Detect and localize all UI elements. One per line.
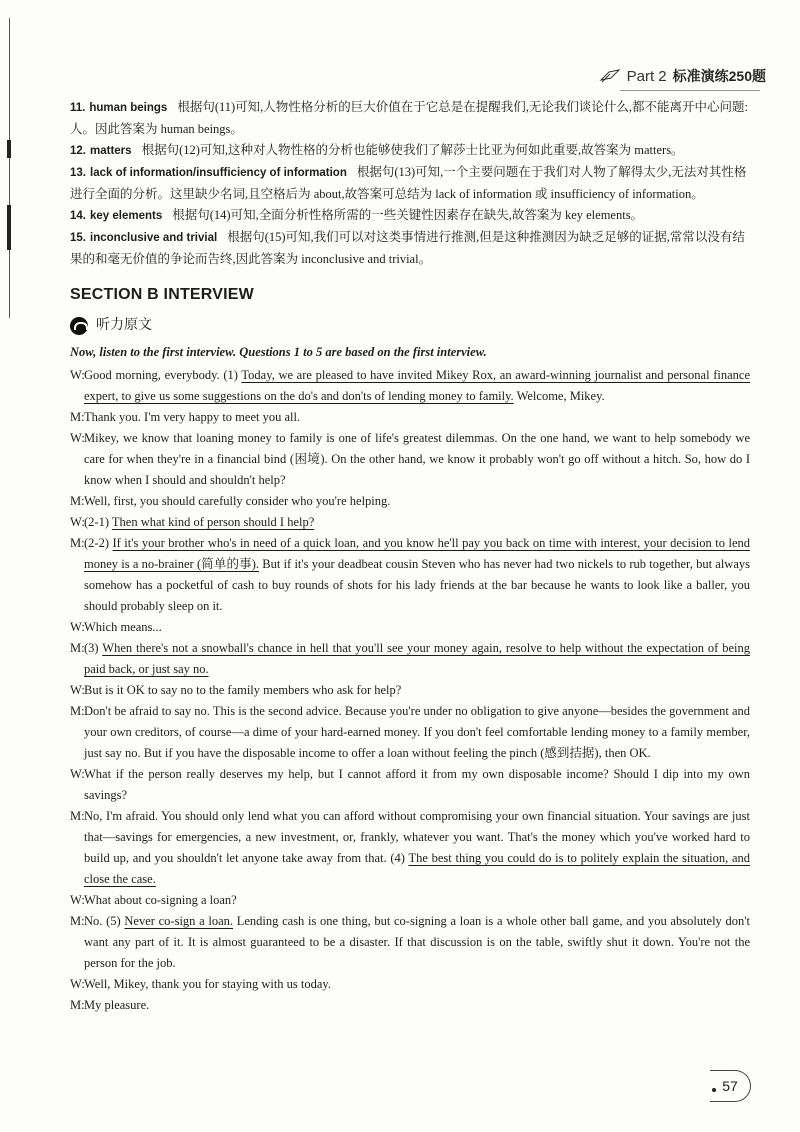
answer-number: 14.: [70, 210, 86, 222]
underlined-answer-text: The best thing you could do is to politely explain the situation, and close the case.: [84, 851, 750, 886]
answer-explanation: 根据句(12)可知,这种对人物性格的分析也能够使我们了解莎士比亚为何如此重要,故答案为 matters。: [141, 143, 684, 157]
dialogue-text: [84, 680, 750, 701]
header-title: 标准演练250题: [672, 68, 766, 84]
section-title: SECTION B INTERVIEW: [70, 286, 254, 303]
underlined-answer-text: Today, we are pleased to have invited Mikey Rox, an award-winning journalist and personal finance expert, to give us some suggestions on the do's and don'ts of lending money to family.: [84, 368, 751, 403]
dialogue-turn: [70, 890, 750, 911]
dialogue-turn: [70, 512, 750, 533]
page-number: 57: [710, 1070, 751, 1102]
dialogue-text: [84, 890, 750, 911]
page-dot: [712, 1088, 716, 1092]
dialogue-segment: What about co-signing a loan?: [84, 893, 237, 907]
speaker-label: M:: [70, 641, 85, 655]
dialogue-segment: Well, first, you should carefully consider who you're helping.: [84, 494, 391, 508]
dialogue-turn: [70, 365, 751, 407]
underlined-answer-text: If it's your brother who's in need of a quick loan, and you know he'll pay you back on time with interest, your decision to lend money is a no-brainer (简单的事).: [84, 536, 750, 571]
dialogue-turn: [70, 428, 750, 491]
dialogue-turn: [70, 407, 750, 428]
speaker-label: W:: [70, 767, 85, 781]
dialogue-turn: [70, 911, 750, 974]
dialogue-turn: [70, 680, 750, 701]
answer-explanation: 根据句(15)可知,我们可以对这类事情进行推测,但是这种推测因为缺乏足够的证据,常常以没有结果的和毫无价值的争论而告终,因此答案为 inconclusive and trivial。: [70, 230, 745, 266]
dialogue-text: [84, 512, 750, 533]
answer-number: 11.: [70, 102, 86, 114]
speaker-label: M:: [70, 536, 85, 550]
answer-explanation: 根据句(14)可知,全面分析性格所需的一些关键性因素存在缺失,故答案为 key elements。: [172, 208, 644, 222]
underlined-answer-text: When there's not a snowball's chance in hell that you'll see your money again, resolve to help without the expectation of being paid back, or just say no.: [84, 641, 750, 676]
speaker-label: W:: [70, 683, 85, 697]
answer-number: 15.: [70, 232, 86, 244]
answer-number: 13.: [70, 167, 86, 179]
answer-item: [70, 97, 750, 140]
dialogue-text: [84, 995, 750, 1016]
answer-key: key elements: [90, 210, 163, 222]
answer-item: [70, 140, 750, 162]
dialogue-segment: Don't be afraid to say no. This is the second advice. Because you're under no obligation to give anyone—besides the government and your own creditors, of course—a dime of your hard-earned money. If you don't feel comfortable lending money to a family member, just say no. But if you have the disposable income to offer a loan without feeling the pinch (感到拮据), then OK.: [84, 704, 750, 760]
speaker-label: M:: [70, 914, 85, 928]
dialogue-segment: (2-1): [84, 515, 112, 529]
dialogue-text: [84, 701, 750, 764]
answer-key: inconclusive and trivial: [90, 232, 218, 244]
speaker-label: W:: [70, 515, 85, 529]
dialogue-segment: No. (5): [84, 914, 125, 928]
dialogue-text: [84, 806, 750, 890]
dialogue-segment: Thank you. I'm very happy to meet you all.: [84, 410, 301, 424]
dialogue-turn: [70, 764, 750, 806]
answer-item: [70, 162, 750, 205]
dialogue-text: [84, 974, 750, 995]
interview-intro: Now, listen to the first interview. Questions 1 to 5 are based on the first interview.: [70, 345, 487, 359]
dialogue-turn: [70, 974, 750, 995]
header-rule: [620, 90, 760, 91]
dialogue-turn: [70, 806, 750, 890]
dialogue-turn: [70, 995, 750, 1016]
book-icon: [599, 68, 621, 84]
dialogue-segment: Welcome, Mikey.: [513, 389, 605, 403]
headphones-icon: [70, 317, 88, 335]
answer-key: human beings: [89, 102, 168, 114]
dialogue-text: [84, 491, 750, 512]
dialogue-text: [84, 617, 750, 638]
page-content: [70, 97, 750, 1016]
underlined-answer-text: Never co-sign a loan.: [124, 914, 234, 928]
dialogue-segment: Lending cash is one thing, but co-signing a loan is a whole other ball game, and you absolutely don't want any part of it. It is almost guaranteed to be a disaster. If that discussion is on the table, swiftly shut it down. You're not the person for the job.: [84, 914, 750, 970]
dialogue-turn: [70, 617, 750, 638]
dialogue-segment: Mikey, we know that loaning money to family is one of life's greatest dilemmas. On the one hand, we want to help somebody we care for when they're in a financial bind (困境). On the other hand, we know it probably won't go off without a hitch. So, how do I know when I should and shouldn't help?: [84, 431, 750, 487]
dialogue-text: [84, 911, 750, 974]
dialogue-text: [84, 365, 750, 407]
binding-mark: [7, 140, 11, 158]
dialogue-segment: Which means...: [84, 620, 162, 634]
dialogue-segment: (2-2): [84, 536, 113, 550]
dialogue-segment: Well, Mikey, thank you for staying with us today.: [84, 977, 331, 991]
speaker-label: W:: [70, 431, 85, 445]
dialogue-text: [84, 428, 750, 491]
page-header: [599, 66, 766, 86]
dialogue-segment: But if it's your deadbeat cousin Steven who has never had two nickels to rub together, but always somehow has a pocketful of cash to buy rounds of shots for his lady friends at the bar because he wants to look like a baller, you should probably sleep on it.: [84, 557, 750, 613]
dialogue-segment: My pleasure.: [84, 998, 150, 1012]
dialogue-turn: [70, 638, 750, 680]
speaker-label: W:: [70, 893, 85, 907]
listening-title: 听力原文: [96, 318, 152, 333]
dialogue-turn: [70, 533, 750, 617]
answer-explanation: 根据句(11)可知,人物性格分析的巨大价值在于它总是在提醒我们,无论我们谈论什么,都不能离开中心问题:人。因此答案为 human beings。: [70, 100, 749, 136]
dialogue-segment: But is it OK to say no to the family members who ask for help?: [84, 683, 402, 697]
speaker-label: W:: [70, 368, 85, 382]
binding-mark: [7, 205, 11, 250]
dialogue-turn: [70, 701, 750, 764]
dialogue-segment: (3): [84, 641, 103, 655]
listening-heading: [70, 315, 750, 336]
answer-key: matters: [90, 145, 132, 157]
answer-item: [70, 227, 750, 270]
dialogue: [70, 365, 750, 1016]
dialogue-turn: [70, 491, 750, 512]
dialogue-text: [84, 407, 750, 428]
dialogue-text: [84, 638, 750, 680]
underlined-answer-text: Then what kind of person should I help?: [111, 515, 315, 529]
speaker-label: M:: [70, 410, 85, 424]
dialogue-text: [84, 533, 750, 617]
dialogue-segment: No, I'm afraid. You should only lend what you can afford without compromising your own financial situation. Your savings are just that—savings for emergencies, a new investment, or, frankly, whatever you want. That's the money which you've worked hard to build up, and you shouldn't let anyone take away from that. (4): [84, 809, 750, 865]
answer-number: 12.: [70, 145, 86, 157]
answer-key: lack of information/insufficiency of information: [90, 167, 347, 179]
dialogue-segment: What if the person really deserves my help, but I cannot afford it from my own disposable income? Should I dip into my own savings?: [84, 767, 750, 802]
speaker-label: M:: [70, 809, 85, 823]
speaker-label: M:: [70, 494, 85, 508]
binding-line: [9, 18, 10, 318]
speaker-label: W:: [70, 977, 85, 991]
dialogue-segment: Good morning, everybody. (1): [84, 368, 242, 382]
answer-explanation: 根据句(13)可知,一个主要问题在于我们对人物了解得太少,无法对其性格进行全面的分析。这里缺少名词,且空格后为 about,故答案可总结为 lack of information 或 insufficiency of information。: [70, 165, 747, 201]
dialogue-text: [84, 764, 750, 806]
answer-list: [70, 97, 750, 270]
speaker-label: M:: [70, 704, 85, 718]
header-part: Part 2: [626, 67, 667, 85]
answer-item: [70, 205, 750, 227]
speaker-label: W:: [70, 620, 85, 634]
speaker-label: M:: [70, 998, 85, 1012]
